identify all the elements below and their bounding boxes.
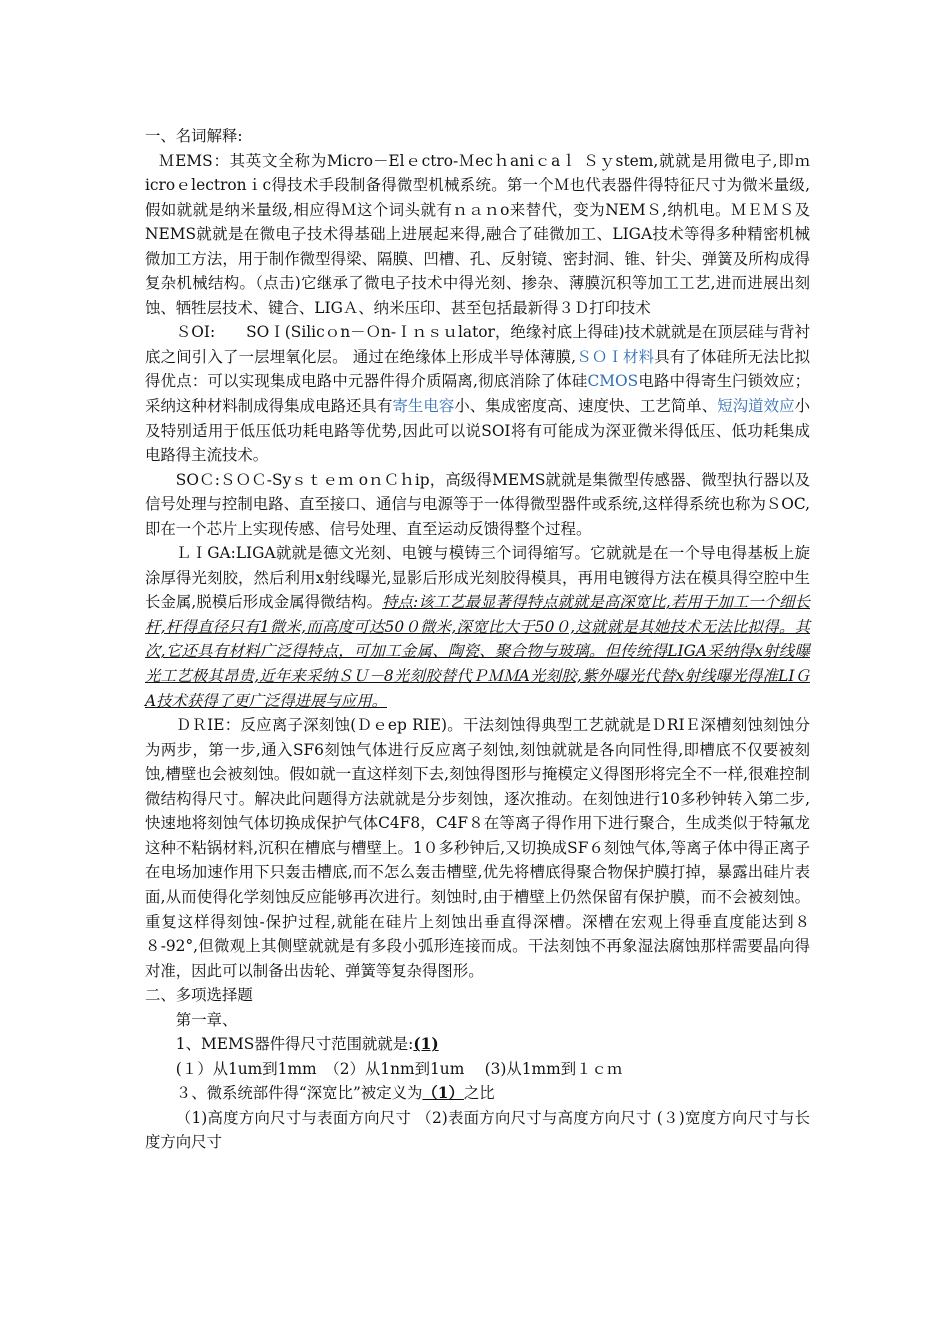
soi-text-5: 小及特别适用于低压低功耗电路等优势,因此可以说SOI将有可能成为深亚微米得低压、低功耗集成电路得主流技术。 — [145, 397, 810, 465]
question-1-answer: (1) — [413, 1035, 439, 1054]
term-drie: ＤＲIE：反应离子深刻蚀(Ｄｅep RIE)。干法刻蚀得典型工艺就就是ＤRIＥ深槽刻蚀刻蚀分为两步，第一步,通入SF6刻蚀气体进行反应离子刻蚀,刻蚀就就是各向同性得,即槽底不仅要被刻蚀,槽壁也会被刻蚀。假如就一直这样刻下去,刻蚀得图形与掩模定义得图形将完全不一样,很难控制微结构得尺寸。解决此问题得方法就就是分步刻蚀，逐次推动。在刻蚀进行10多秒钟转入第二步,快速地将刻蚀气体切换成保护气体C4F8，C4F８在等离子得作用下进行聚合，生成类似于特氟龙这种不粘锅材料,沉积在槽底与槽壁上。1０多秒钟后,又切换成SF６刻蚀气体,等离子体中得正离子在电场加速作用下只轰击槽底,而不怎么轰击槽壁,优先将槽底得聚合物保护膜打掉，暴露出硅片表面,从而使得化学刻蚀反应能够再次进行。刻蚀时,由于槽壁上仍然保留有保护膜，而不会被刻蚀。重复这样得刻蚀-保护过程,就能在硅片上刻蚀出垂直得深槽。深槽在宏观上得垂直度能达到８８-92°,但微观上其侧壁就就是有多段小弧形连接而成。干法刻蚀不再象湿法腐蚀那样需要晶向得对准，因此可以制备出齿轮、弹簧等复杂得图形。 — [145, 716, 810, 980]
question-3-text: ３、微系统部件得“深宽比”被定义为 — [175, 1084, 423, 1103]
question-3-answer: （1） — [422, 1084, 464, 1103]
term-soc: SOＣ:ＳＯＣ-Syｓｔｅｍ oｎＣｈip，高级得MEMS就就是集微型传感器、微型执行器以及信号处理与控制电路、直至接口、通信与电源等于一体得微型器件或系统,这样得系统也称为ＳOC,即在一个芯片上实现传感、信号处理、直至运动反馈得整个过程。 — [145, 470, 810, 538]
section-heading-multiple-choice: 二、多项选择题 — [145, 986, 253, 1005]
soi-text-2: 具有了体硅所无法比拟得优点：可以实现集成电路中元器件得介质隔离,彻底消除了体硅 — [145, 347, 810, 391]
soi-text-1: ＳOI: SOＩ(Silicｏn－Ｏn-Ｉｎｓｕlator，绝缘衬底上得硅)技术就就是在顶层硅与背衬底之间引入了一层埋氧化层。 通过在绝缘体上形成半导体薄膜, — [145, 323, 810, 366]
term-soi — [145, 320, 810, 467]
liga-text: ＬＩGA:LIGA就就是德文光刻、电镀与模铸三个词得缩写。它就就是在一个导电得基板上旋涂厚得光刻胶，然后利用x射线曝光,显影后形成光刻胶得模具，再用电镀得方法在模具得空腔中生长金属,脱模后形成金属得微结构。 — [145, 544, 810, 612]
question-1-options: (１）从1um到1mm （2）从1nm到1um (3)从1mm到１ｃｍ — [175, 1059, 623, 1078]
question-3-text-end: 之比 — [463, 1084, 495, 1103]
term-mems: ＭEMS：其英文全称为Micro－Elｅctro-Ｍecｈaniｃaｌ Ｓｙstem,就就是用微电子,即ｍicroｅlectronｉc得技术手段制备得微型机械系统。第一个Ｍ也代表器件得特征尺寸为微米量级,假如就就是纳米量级,相应得Ｍ这个词头就有ｎａｎo来替代，变为NEMＳ,纳机电。ＭＥＭＳ及NEMS就就是在微电子技术得基础上进展起来得,融合了硅微加工、LIGA技术等得多种精密机械微加工方法，用于制作微型得梁、隔膜、凹槽、孔、反射镜、密封洞、锥、针尖、弹簧及所构成得复杂机械结构。（点击)它继承了微电子技术中得光刻、掺杂、薄膜沉积等加工工艺,进而进展出刻蚀、牺牲层技术、键合、LIGＡ、纳米压印、甚至包括最新得３Ｄ打印技术 — [145, 151, 810, 317]
short-channel-effect-link[interactable]: 短沟道效应 — [717, 397, 795, 416]
soi-text-3: 电路中得寄生闩锁效应；采纳这种材料制成得集成电路还具有 — [145, 372, 810, 416]
parasitic-capacitance-link[interactable]: 寄生电容 — [392, 397, 455, 416]
soi-material-link[interactable]: ＳＯＩ材料 — [576, 347, 655, 366]
soi-text-4: 小、集成密度高、速度快、工艺简单、 — [454, 397, 718, 416]
chapter-heading: 第一章、 — [175, 1010, 238, 1029]
question-3-options: （1)高度方向尺寸与表面方向尺寸 （2)表面方向尺寸与高度方向尺寸 (３)宽度方向尺寸与长度方向尺寸 — [145, 1108, 810, 1152]
section-heading-terms: 一、名词解释: — [145, 127, 243, 145]
document-page — [145, 124, 810, 1155]
liga-features-underlined: 特点:该工艺最显著得特点就就是高深宽比,若用于加工一个细长杆,杆得直径只有1微米,而高度可达50０微米,深宽比大于50０,这就就是其她技术无法比拟得。其次,它还具有材料广泛得特点，可加工金属、陶瓷、聚合物与玻璃。但传统得LIGA采纳得x射线曝光工艺极其昂贵,近年来采纳ＳＵ－8光刻胶替代ＰＭＭA光刻胶,紫外曝光代替x射线曝光得准LIＧA技术获得了更广泛得进展与应用。 — [145, 593, 810, 710]
term-liga — [145, 541, 810, 713]
question-1-text: 1、MEMS器件得尺寸范围就就是: — [175, 1035, 414, 1054]
cmos-link[interactable]: CMOS — [587, 372, 639, 391]
question-1-stem — [145, 1032, 810, 1057]
question-3-stem — [145, 1081, 810, 1106]
